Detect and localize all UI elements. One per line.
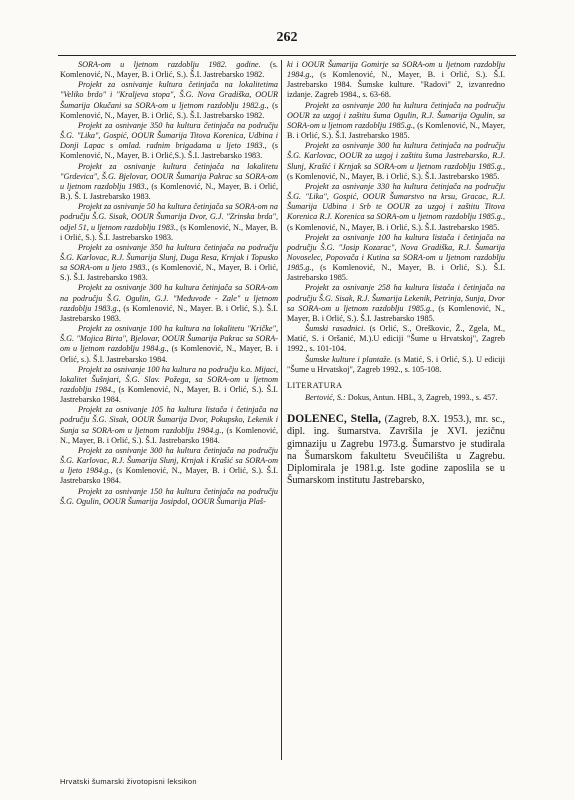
page-footer: Hrvatski šumarski životopisni leksikon bbox=[60, 777, 197, 786]
entry-details: , (s Komlenović, N., Mayer, B. i Orlić,S.). Š.I. Jastrebarsko 1983. bbox=[60, 141, 278, 161]
bio-name: DOLENEC, Stella, bbox=[287, 413, 382, 426]
bio-text: (Zagreb, 8.X. 1953.), mr. sc., dipl. ing. šumarstva. Završila je XVI. jezičnu gimnaziju u Zagrebu 1973.g. Šumarstvo je studirala na Šumarskom fakultetu Sveučilišta u Zagrebu. Diplomirala je 1981.g. Iste godine zaposlila se u Šumarskom institutu Jastrebarsko, bbox=[287, 414, 505, 487]
entry-title: Šumske kulture i plantaže. bbox=[305, 354, 393, 364]
header-rule bbox=[58, 55, 516, 56]
entry-details: , (s Komlenović, N., Mayer, B. i Orlić, S.). Š.I. Jastrebarsko 1983. bbox=[60, 263, 279, 283]
bibliography-entry bbox=[287, 355, 505, 375]
bibliography-entry bbox=[60, 202, 278, 243]
entry-title: SORA-om u ljetnom razdoblju 1982. godine. bbox=[78, 60, 261, 69]
literature-entry bbox=[287, 393, 505, 403]
column-divider bbox=[281, 60, 282, 760]
entry-details: , (s Komlenović, N., Mayer, B. i Orlić, S.). Š.I. Jastrebarsko 1984. bbox=[60, 425, 278, 445]
left-column bbox=[60, 60, 278, 507]
entry-title: Projekt za osnivanje 350 ha kultura četinjača na području Š.G. Karlovac, R.J. Šumarija Slunj, Duga Resa, Krnjak i Topusko sa SORA-om u ljeto 1983. bbox=[60, 242, 278, 273]
entry-title: Projekt za osnivanje 258 ha kultura listača i četinjača na području Š.G. Sisak, R.J. Šumarija Lekenik, Petrinja, Sunja, Dvor sa SORA-om u ljetnom razdoblju 1985.g. bbox=[287, 283, 505, 313]
bibliography-entry bbox=[60, 243, 278, 284]
entry-details: , (s Komlenović, N., Mayer, B. i Orlić, S.). Š.I. Jastrebarsko 1983. bbox=[60, 222, 278, 242]
entry-title: Projekt za osnivanje 300 ha kultura četinjača na području Š.G. Karlovac, OOUR za uzgoj i zaštitu šuma Jastrebarsko, R.J. Slunj, Krašić i Krnjak sa SORA-om u ljetnom razdoblju 1985.g. bbox=[287, 141, 505, 171]
entry-details: (s Matić, S. i Orlić, S.). U ediciji "Šume u Hrvatskoj", Zagreb 1992., s. 105-108. bbox=[287, 354, 505, 374]
entry-title: Projekt za osnivanje 150 ha kultura četinjača na području Š.G. Ogulin, OOUR Šumarija Josipdol, OOUR Šumarija Plaš- bbox=[60, 486, 278, 506]
bibliography-entry bbox=[60, 405, 278, 446]
entry-details: , (s Komlenović, N., Mayer, B. i Orlić, S.). Š.I. Jastrebarsko 1985. bbox=[287, 303, 505, 323]
bibliography-entry bbox=[60, 162, 278, 203]
bibliography-entry bbox=[60, 446, 278, 487]
entry-details: , (s Komlenović, N., Mayer, B. i Orlić, S.). Š.I. Jastrebarsko 1984. Šumske kulture. "Radovi" 2, izvanredno izdanje. Zagreb 1984., s. 63-68. bbox=[287, 70, 505, 100]
entry-title: Projekt za osnivanje kultura četinjača na lokalitetu "Grdevica", Š.G. Bjelovar, OOUR Šumarija Pakrac sa SORA-om u ljetnom razdoblju 1983. bbox=[60, 161, 278, 191]
entry-details: , (s Komlenović, N., Mayer, B. i Orlić, S.). Š.I. Jastrebarsko 1982. bbox=[60, 100, 278, 120]
entry-details: , (s Komlenović, N., Mayer, B. i Orlić, S.). Š.I. Jastrebarsko 1984. bbox=[60, 385, 278, 405]
entry-details: , (s Komlenović, N., Mayer, B. i Orlić, S.). Š.I. Jastrebarsko 1984. bbox=[60, 466, 278, 486]
entry-details: , (s Komlenović, N., Mayer. B. i Orlić, S.). Š.I. Jastrebarsko 1983. bbox=[60, 303, 278, 323]
entry-title: Projekt za osnivanje 350 ha kultura četinjača na području Š.G. "Lika", Gospić, OOUR Šumarija Titova Korenica, Udbina i Donji Lapac s omlad. radnim brigadama u ljeto 1983. bbox=[60, 120, 278, 151]
bibliography-entry bbox=[60, 121, 278, 162]
entry-title: Projekt za osnivanje kultura četinjača na lokalitetima "Veliko brdo" i "Kraljeva stopa", Š.G. Nova Gradiška, OOUR Šumarija Okučani sa SORA-om u ljetnom razdoblju 1982.g. bbox=[60, 80, 278, 110]
entry-title: Projekt za osnivanje 100 ha kultura listača i četinjača na području Š.G. "Josip Kozarac", Nova Gradiška, R.J. Šumarija Novoselec, Popovača i Kutina sa SORA-om u ljetnom razdoblju 1985.g. bbox=[287, 232, 505, 273]
bibliography-entry bbox=[60, 60, 278, 80]
entry-title: Projekt za osnivanje 100 ha kultura na području k.o. Mijaci, lokalitet Šušnjari, Š.G. Slav. Požega, sa SORA-om u ljetnom razdoblju 1984. bbox=[60, 364, 278, 394]
entry-title: Projekt za osnivanje 300 ha kultura četinjača sa SORA-om na području Š.G. Ogulin, G.J. "Međuvođe - Zale" u ljetnom razdoblju 1983.g. bbox=[60, 283, 278, 313]
bibliography-entry bbox=[287, 141, 505, 182]
literature-heading: LITERATURA bbox=[287, 380, 343, 390]
bibliography-entry bbox=[60, 487, 278, 507]
entry-title: Projekt za osnivanje 330 ha kultura četinjača na području Š.G. "Lika", Gospić, OOUR Šumarstvo na krsu, Gracac, R.J. Šumarija Udbina i Srb te OOUR za uzgoj i zaštitu Titova Korenica R.J. Korenica sa SORA-om u ljetnom razdoblju 1985.g. bbox=[287, 181, 505, 222]
entry-title: Projekt za osnivanje 50 ha kultura četinjača sa SORA-om na području Š.G. Sisak, OOUR Šumarija Dvor, G.J. "Zrinska brda", odjel 51, u ljetnom razdoblju 1983. bbox=[60, 202, 278, 232]
entry-title: Projekt za osnivanje 105 ha kultura listača i četinjača na području Š.G. Sisak, OOUR Šumarija Dvor, Pokupsko, Lekenik i Sunja sa SORA-om u ljetnom razdoblju 1984.g. bbox=[60, 405, 278, 435]
entry-details: , (s Komlenović, N., Mayer, B. i Orlić, B.). Š. I. Jastrebarsko 1983. bbox=[60, 181, 278, 202]
entry-details: , (s Komlenović, N., Mayer, B. i Orlić, S.). Š.I. Jastrebarsko 1985. bbox=[287, 212, 505, 232]
entry-details: (s. Komlenović, N., Mayer, B. i Orlić, S.). Š.I. Jastrebarsko 1982. bbox=[60, 60, 278, 80]
right-column-entries bbox=[287, 60, 505, 375]
bio-entry bbox=[287, 413, 505, 487]
entry-details: , (s Komlenović, N., Mayer, B. i Orlić, S.). Š.I. Jastrebarsko 1985. bbox=[287, 161, 505, 181]
bibliography-entry bbox=[287, 283, 505, 324]
bibliography-entry bbox=[287, 101, 505, 142]
entry-title: Šumski rasadnici. bbox=[305, 324, 366, 334]
bibliography-entry bbox=[60, 365, 278, 406]
bibliography-entry bbox=[287, 233, 505, 284]
entry-details: , (s Komlenović, N., Mayer, B. i Orlić, S.). Š.I. Jastrebarsko 1985. bbox=[287, 120, 505, 141]
bibliography-entry bbox=[60, 283, 278, 324]
entry-details: , (s Komlenović, N., Mayer, B. i Orlić, s.). Š.I. Jastrebarsko 1984. bbox=[60, 344, 278, 364]
entry-title: Projekt za osnivanje 200 ha kultura četinjača na području OOUR za uzgoj i zaštitu šuma Ogulin, R.J. Šumarija Ogulin, sa SORA-om u ljetnom razdoblju 1985.g. bbox=[287, 100, 505, 130]
literature-entry-text: Dokus, Antun. HBL, 3, Zagreb, 1993., s. 457. bbox=[345, 393, 498, 402]
entry-title: ki i OOUR Šumarija Gomirje sa SORA-om u ljetnom razdoblju 1984.g. bbox=[287, 60, 505, 80]
entry-details: , (s Komlenović, N., Mayer, B. i Orlić, S.). Š.I. Jastrebarsko 1985. bbox=[287, 263, 505, 283]
bibliography-entry bbox=[60, 324, 278, 365]
bibliography-entry bbox=[287, 182, 505, 233]
entry-title: Projekt za osnivanje 100 ha kultura na lokalitetu "Kričke", Š.G. "Mojica Birta", Bjelovar, OOUR Šumarija Pakrac sa SORA-om u ljetnom razdoblju 1984.g. bbox=[60, 324, 278, 354]
bibliography-entry bbox=[287, 324, 505, 354]
page-number: 262 bbox=[276, 30, 298, 45]
entry-details: (s Orlić, S., Oreškovic, Ž., Zgela, M., Matić, S. i Oršanić, M.).U ediciji "Šume u Hrvatskoj", Zagreb 1992., s. 101-104. bbox=[287, 324, 505, 354]
entry-title: Projekt za osnivanje 300 ha kultura četinjača na području Š.G. Karlovac, R.J. Šumarija Slunj, Krnjak i Krašić sa SORA-om u ljeto 1984.g. bbox=[60, 445, 278, 476]
right-column bbox=[287, 60, 505, 487]
bibliography-entry bbox=[287, 60, 505, 101]
literature-entry-author: Bertović, S.: bbox=[305, 393, 346, 402]
bibliography-entry bbox=[60, 80, 278, 121]
